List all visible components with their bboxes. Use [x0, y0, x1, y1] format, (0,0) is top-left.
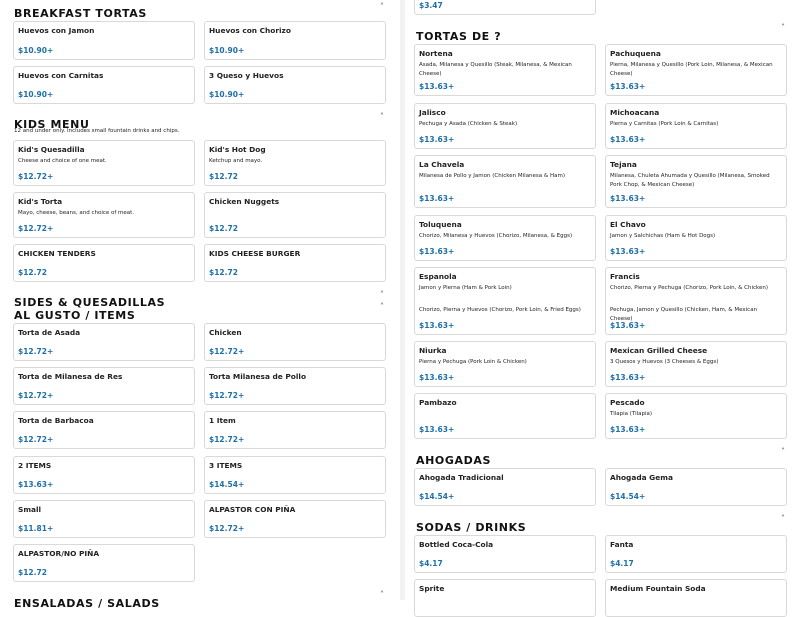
- item-price: $13.63+: [610, 373, 646, 382]
- menu-item-card[interactable]: [13, 66, 195, 104]
- item-price: $13.63+: [419, 82, 455, 91]
- item-name: Ahogada Gema: [610, 473, 673, 482]
- item-price: $12.72+: [18, 172, 54, 181]
- menu-item-card[interactable]: [204, 21, 386, 60]
- item-name: Niurka: [419, 346, 447, 355]
- item-price: $12.72+: [209, 435, 245, 444]
- item-name: Chicken Nuggets: [209, 197, 280, 206]
- item-price: $12.72: [209, 268, 238, 277]
- item-price: $14.54+: [610, 492, 646, 501]
- item-description: Chorizo, Pierna y Huevos (Chorizo, Pork Loin, & Fried Eggs): [419, 307, 581, 313]
- item-name: Torta de Asada: [18, 328, 81, 337]
- item-price: $4.17: [610, 559, 634, 568]
- item-description: Cheese and choice of one meat.: [18, 158, 107, 164]
- item-description: Jamon y Salchichas (Ham & Hot Dogs): [610, 233, 716, 239]
- item-name: Nortena: [419, 49, 453, 58]
- item-name: ALPASTOR CON PIÑA: [209, 505, 296, 514]
- item-description: Chorizo, Pierna y Pechuga (Chorizo, Pork Loin, & Chicken): [610, 285, 769, 291]
- section-title: ENSALADAS / SALADS: [14, 597, 160, 610]
- item-name: Torta de Barbacoa: [18, 416, 94, 425]
- item-name: Bottled Coca-Cola: [419, 540, 494, 549]
- menu-item-card[interactable]: [204, 140, 386, 186]
- menu-item-card[interactable]: [414, 341, 596, 387]
- item-price: $12.72+: [209, 524, 245, 533]
- menu-item-card[interactable]: [204, 367, 386, 405]
- menu-item-card[interactable]: [13, 192, 195, 238]
- menu-item-card[interactable]: [13, 323, 195, 361]
- item-name: Huevos con Jamon: [18, 26, 95, 35]
- item-name: Huevos con Chorizo: [209, 26, 291, 35]
- menu-item-card[interactable]: [204, 66, 386, 104]
- item-name: 3 Queso y Huevos: [209, 71, 284, 80]
- menu-item-card[interactable]: [414, 468, 596, 506]
- section-title: BREAKFAST TORTAS: [14, 7, 147, 20]
- item-name: Torta Milanesa de Pollo: [209, 372, 307, 381]
- menu-item-card[interactable]: [13, 367, 195, 405]
- item-name: Small: [18, 505, 42, 514]
- menu-item-card[interactable]: [13, 500, 195, 538]
- section-title: KIDS MENU: [14, 118, 90, 131]
- item-price: $13.63+: [18, 480, 54, 489]
- item-name: 1 Item: [209, 416, 236, 425]
- item-price: $13.63+: [610, 135, 646, 144]
- item-price: $12.72+: [209, 347, 245, 356]
- item-name: Sprite: [419, 584, 445, 593]
- item-description: Pierna y Pechuga (Pork Loin & Chicken): [419, 359, 527, 365]
- item-price: $12.72: [209, 172, 238, 181]
- item-price: $14.54+: [209, 480, 245, 489]
- item-price: $13.63+: [419, 194, 455, 203]
- item-price: $13.63+: [610, 425, 646, 434]
- item-price: $10.90+: [18, 90, 54, 99]
- section-header-sides-quesadillas[interactable]: [14, 291, 166, 309]
- menu-item-card[interactable]: [414, 103, 596, 149]
- item-price: $13.63+: [610, 321, 646, 330]
- item-name: ALPASTOR/NO PIÑA: [18, 549, 100, 558]
- item-name: Torta de Milanesa de Res: [18, 372, 123, 381]
- section-header-ahogadas[interactable]: [416, 449, 491, 469]
- menu-item-card[interactable]: [605, 44, 787, 96]
- menu-item-card[interactable]: [204, 323, 386, 361]
- chevron-up-icon[interactable]: ˄: [781, 514, 785, 523]
- item-description: Milanesa, Chuleta Ahumada y Quesillo (Milanesa, Smoked Pork Chop, & Mexican Cheese): [610, 173, 770, 188]
- section-header-breakfast-tortas[interactable]: [14, 2, 147, 22]
- menu-item-card[interactable]: [204, 244, 386, 282]
- item-name: Kid's Quesadilla: [18, 145, 85, 154]
- chevron-up-icon[interactable]: ˄: [380, 112, 384, 121]
- section-header-tortas-de[interactable]: [416, 25, 501, 45]
- item-name: Medium Fountain Soda: [610, 584, 706, 593]
- chevron-up-icon[interactable]: ˄: [380, 2, 384, 11]
- menu-item-card[interactable]: [605, 103, 787, 149]
- section-title: SIDES & QUESADILLAS: [14, 296, 166, 309]
- section-title: SODAS / DRINKS: [416, 521, 527, 534]
- menu-item-card[interactable]: [13, 244, 195, 282]
- chevron-up-icon[interactable]: ˄: [781, 23, 785, 32]
- item-price: $13.63+: [419, 135, 455, 144]
- item-price: $10.90+: [209, 46, 245, 55]
- menu-item-card[interactable]: [605, 579, 787, 617]
- item-name: Pachuquena: [610, 49, 661, 58]
- menu-item-card[interactable]: [13, 456, 195, 494]
- menu-item-card[interactable]: [204, 456, 386, 494]
- item-description: Pierna, Milanesa y Quesillo (Pork Loin, Milanesa, & Mexican Cheese): [610, 62, 773, 77]
- item-name: 2 ITEMS: [18, 461, 52, 470]
- item-description: Mayo, cheese, beans, and choice of meat.: [18, 210, 135, 216]
- item-price: $13.63+: [419, 373, 455, 382]
- menu-item-card[interactable]: [414, 0, 596, 15]
- menu-item-card[interactable]: [414, 535, 596, 573]
- item-name: Pescado: [610, 398, 645, 407]
- item-price: $13.63+: [419, 247, 455, 256]
- menu-item-card[interactable]: [605, 535, 787, 573]
- section-subtitle: 12 and under only. Includes small fountain drinks and chips.: [14, 128, 180, 134]
- item-price: $12.72: [18, 268, 47, 277]
- item-name: 3 ITEMS: [209, 461, 243, 470]
- menu-item-card[interactable]: [414, 393, 596, 439]
- menu-item-card[interactable]: [204, 411, 386, 449]
- menu-column-right: [405, 0, 800, 600]
- menu-item-card[interactable]: [13, 21, 195, 60]
- menu-item-card[interactable]: [414, 579, 596, 617]
- item-name: Francis: [610, 272, 640, 281]
- menu-item-card[interactable]: [13, 140, 195, 186]
- menu-item-card[interactable]: [605, 215, 787, 261]
- item-name: Kid's Hot Dog: [209, 145, 266, 154]
- menu-item-card[interactable]: [605, 468, 787, 506]
- section-header-ensaladas-salads[interactable]: [14, 592, 160, 612]
- item-price: $14.54+: [419, 492, 455, 501]
- item-description: 3 Quesos y Huevos (3 Cheeses & Eggs): [610, 359, 719, 365]
- chevron-up-icon[interactable]: ˄: [380, 302, 384, 311]
- item-price: $13.63+: [419, 321, 455, 330]
- item-description: Asada, Milanesa y Quesillo (Steak, Milanesa, & Mexican Cheese): [419, 62, 572, 77]
- item-name: Jalisco: [419, 108, 446, 117]
- item-name: Ahogada Tradicional: [419, 473, 504, 482]
- item-description: Jamon y Pierna (Ham & Pork Loin): [419, 285, 512, 291]
- menu-item-card[interactable]: [605, 155, 787, 208]
- item-price: $12.72+: [209, 391, 245, 400]
- item-name: Mexican Grilled Cheese: [610, 346, 708, 355]
- item-price: $12.72+: [18, 347, 54, 356]
- item-price: $12.72+: [18, 391, 54, 400]
- item-price: $4.17: [419, 559, 443, 568]
- item-description: Ketchup and mayo.: [209, 158, 263, 164]
- item-name: Huevos con Carnitas: [18, 71, 104, 80]
- menu-item-card[interactable]: [13, 411, 195, 449]
- section-header-sodas-drinks[interactable]: [416, 516, 526, 536]
- item-price: $12.72: [18, 568, 47, 577]
- menu-item-card[interactable]: [13, 544, 195, 582]
- menu-item-card[interactable]: [605, 341, 787, 387]
- menu-column-left: [0, 0, 400, 610]
- item-name: CHICKEN TENDERS: [18, 249, 96, 258]
- item-description: Pechuga y Asada (Chicken & Steak): [419, 121, 518, 127]
- item-name: Fanta: [610, 540, 634, 549]
- menu-item-card[interactable]: [605, 393, 787, 439]
- item-name: Toluquena: [419, 220, 462, 229]
- item-price: $12.72: [209, 224, 238, 233]
- item-price: $13.63+: [610, 247, 646, 256]
- item-price: $12.72+: [18, 435, 54, 444]
- item-price: $3.47: [419, 1, 443, 10]
- item-price: $13.63+: [610, 194, 646, 203]
- section-title: AHOGADAS: [416, 454, 491, 467]
- item-name: KIDS CHEESE BURGER: [209, 249, 301, 258]
- menu-item-card[interactable]: [204, 500, 386, 538]
- menu-item-card[interactable]: [605, 267, 787, 335]
- item-description: Chorizo, Milanesa y Huevos (Chorizo, Milanesa, & Eggs): [419, 233, 573, 239]
- item-name: La Chavela: [419, 160, 465, 169]
- item-price: $10.90+: [209, 90, 245, 99]
- item-name: Chicken: [209, 328, 242, 337]
- item-description: Pierna y Carnitas (Pork Loin & Carnitas): [610, 121, 719, 127]
- section-title: AL GUSTO / ITEMS: [14, 309, 136, 322]
- menu-item-card[interactable]: [204, 192, 386, 238]
- item-name: Kid's Torta: [18, 197, 63, 206]
- menu-item-card[interactable]: [414, 267, 596, 335]
- menu-item-card[interactable]: [414, 215, 596, 261]
- item-description: Milanesa de Pollo y Jamon (Chicken Milanesa & Ham): [419, 173, 565, 179]
- item-description: Pechuga, Jamon y Quesillo (Chicken, Ham, & Mexican Cheese): [610, 307, 758, 322]
- chevron-up-icon[interactable]: ˄: [380, 590, 384, 599]
- item-name: Tejana: [610, 160, 637, 169]
- chevron-up-icon[interactable]: ˄: [380, 290, 384, 299]
- chevron-up-icon[interactable]: ˄: [781, 447, 785, 456]
- item-price: $13.63+: [610, 82, 646, 91]
- item-name: Espanola: [419, 272, 457, 281]
- menu-item-card[interactable]: [414, 44, 596, 96]
- item-description: Tilapia (Tilapia): [610, 411, 653, 417]
- item-price: $12.72+: [18, 224, 54, 233]
- item-name: El Chavo: [610, 220, 646, 229]
- item-price: $10.90+: [18, 46, 54, 55]
- item-name: Michoacana: [610, 108, 660, 117]
- item-price: $13.63+: [419, 425, 455, 434]
- menu-item-card[interactable]: [414, 155, 596, 208]
- item-price: $11.81+: [18, 524, 54, 533]
- section-title: TORTAS DE ?: [416, 30, 502, 43]
- item-name: Pambazo: [419, 398, 457, 407]
- section-header-al-gusto-items[interactable]: [14, 304, 135, 324]
